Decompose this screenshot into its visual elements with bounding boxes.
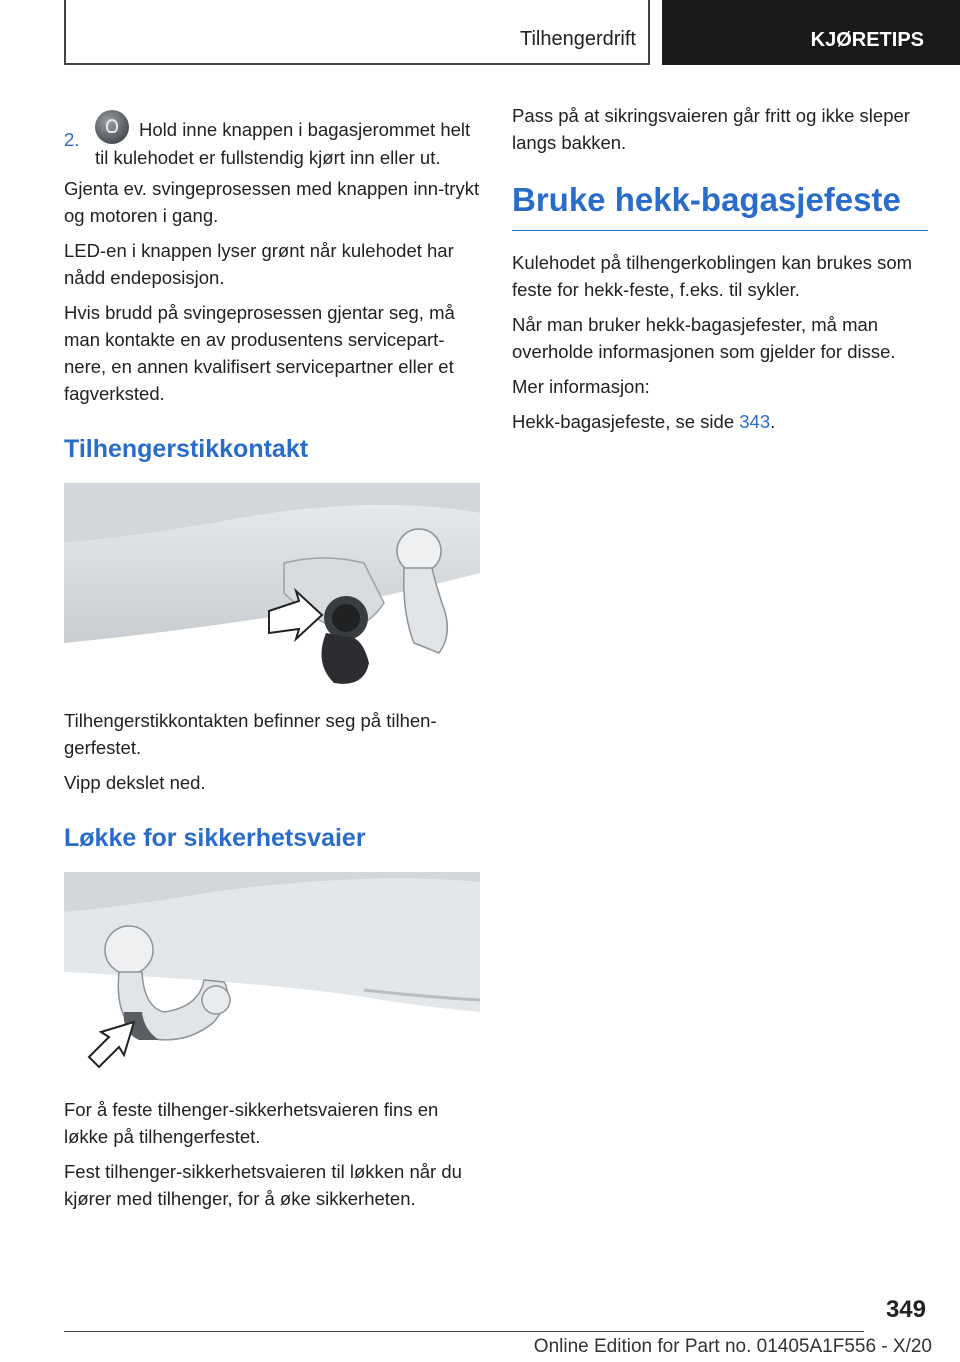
left-column [64, 110, 480, 1220]
right-column [512, 102, 928, 443]
socket-text-1: Tilhengerstikkontakten befinner seg på tilhen-gerfestet. [64, 710, 437, 758]
step-number: 2. [64, 129, 80, 150]
paragraph-more-info: Mer informasjon: [512, 376, 650, 397]
edition-text: Online Edition for Part no. 01405A1F556 - X/20 [533, 1336, 932, 1357]
paragraph-repeat: Gjenta ev. svingeprosessen med knappen inn-trykt og motoren i gang. [64, 178, 480, 226]
header-section-title: Tilhengerdrift [520, 28, 636, 50]
paragraph-reference [512, 408, 928, 435]
page-number: 349 [885, 1296, 926, 1323]
paragraph-led: LED-en i knappen lyser grønt når kulehodet har nådd endeposisjon. [64, 240, 454, 288]
reference-text: Hekk-bagasjefeste, se side [512, 411, 740, 432]
header-frame-right [648, 0, 650, 65]
paragraph-ball-head: Kulehodet på tilhengerkoblingen kan brukes som feste for hekk-feste, f.eks. til sykler. [512, 252, 913, 300]
chapter-tab-label: KJØRETIPS [810, 29, 924, 51]
step-text: Hold inne knappen i bagasjerommet helt til kulehodet er fullstendig kjørt inn eller ut. [95, 119, 471, 168]
paragraph-cable: Pass på at sikringsvaieren går fritt og ikke sleper langs bakken. [512, 105, 910, 153]
paragraph-service: Hvis brudd på svingeprosessen gjentar seg, må man kontakte en av produsentens servicepart-nere, en annen kvalifisert servicepartner eller et fagverksted. [64, 302, 455, 404]
loop-illustration [64, 872, 480, 1078]
socket-text-2: Vipp dekslet ned. [64, 772, 206, 793]
trailer-hitch-button-icon [95, 110, 129, 144]
paragraph-carrier-info: Når man bruker hekk-bagasjefester, må man overholde informasjonen som gjelder for disse. [512, 314, 896, 362]
loop-text-1: For å feste tilhenger-sikkerhetsvaieren fins en løkke på tilhengerfestet. [64, 1099, 439, 1147]
loop-text-2: Fest tilhenger-sikkerhetsvaieren til løkken når du kjører med tilhenger, for å øke sikkerheten. [64, 1161, 462, 1209]
page-link-343[interactable]: 343 [739, 411, 771, 432]
reference-end: . [770, 411, 776, 432]
header-rule [64, 63, 650, 65]
heading-socket: Tilhengerstikkontakt [64, 435, 309, 463]
header-frame-left [64, 0, 66, 65]
step-2 [64, 110, 480, 171]
header-chapter-tab[interactable] [662, 0, 960, 65]
socket-illustration [64, 483, 480, 689]
footer-rule [64, 1331, 864, 1332]
heading-rear-carrier: Bruke hekk-bagasjefeste [512, 180, 928, 231]
heading-loop: Løkke for sikkerhetsvaier [64, 824, 366, 852]
